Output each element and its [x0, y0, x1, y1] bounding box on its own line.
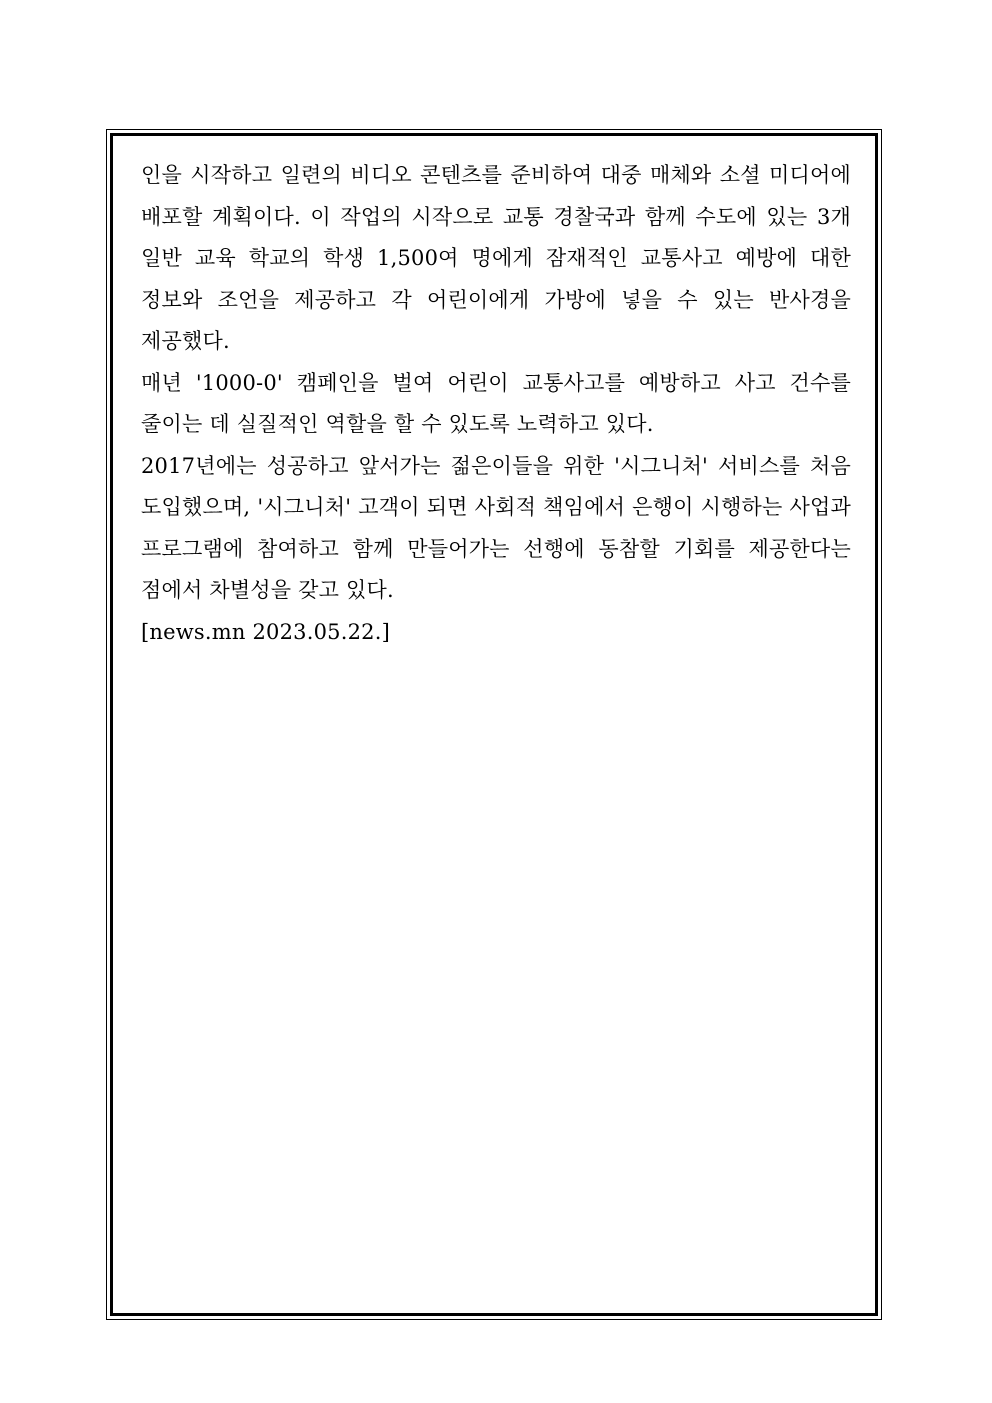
source-citation: [news.mn 2023.05.22.]: [141, 619, 390, 644]
article-body: [141, 155, 851, 653]
paragraph-annual-campaign: 매년 '1000-0' 캠페인을 벌여 어린이 교통사고를 예방하고 사고 건수를 줄이는 데 실질적인 역할을 할 수 있도록 노력하고 있다.: [141, 370, 851, 436]
paragraph-campaign-plan: 인을 시작하고 일련의 비디오 콘텐츠를 준비하여 대중 매체와 소셜 미디어에 배포할 계획이다. 이 작업의 시작으로 교통 경찰국과 함께 수도에 있는 3개 일반 교육 학교의 학생 1,500여 명에게 잠재적인 교통사고 예방에 대한 정보와 조언을 제공하고 각 어린이에게 가방에 넣을 수 있는 반사경을 제공했다.: [141, 163, 851, 353]
paragraph-signature-service: 2017년에는 성공하고 앞서가는 젊은이들을 위한 '시그니처' 서비스를 처음 도입했으며, '시그니처' 고객이 되면 사회적 책임에서 은행이 시행하는 사업과 프로그램에 참여하고 함께 만들어가는 선행에 동참할 기회를 제공한다는 점에서 차별성을 갖고 있다.: [141, 453, 851, 602]
